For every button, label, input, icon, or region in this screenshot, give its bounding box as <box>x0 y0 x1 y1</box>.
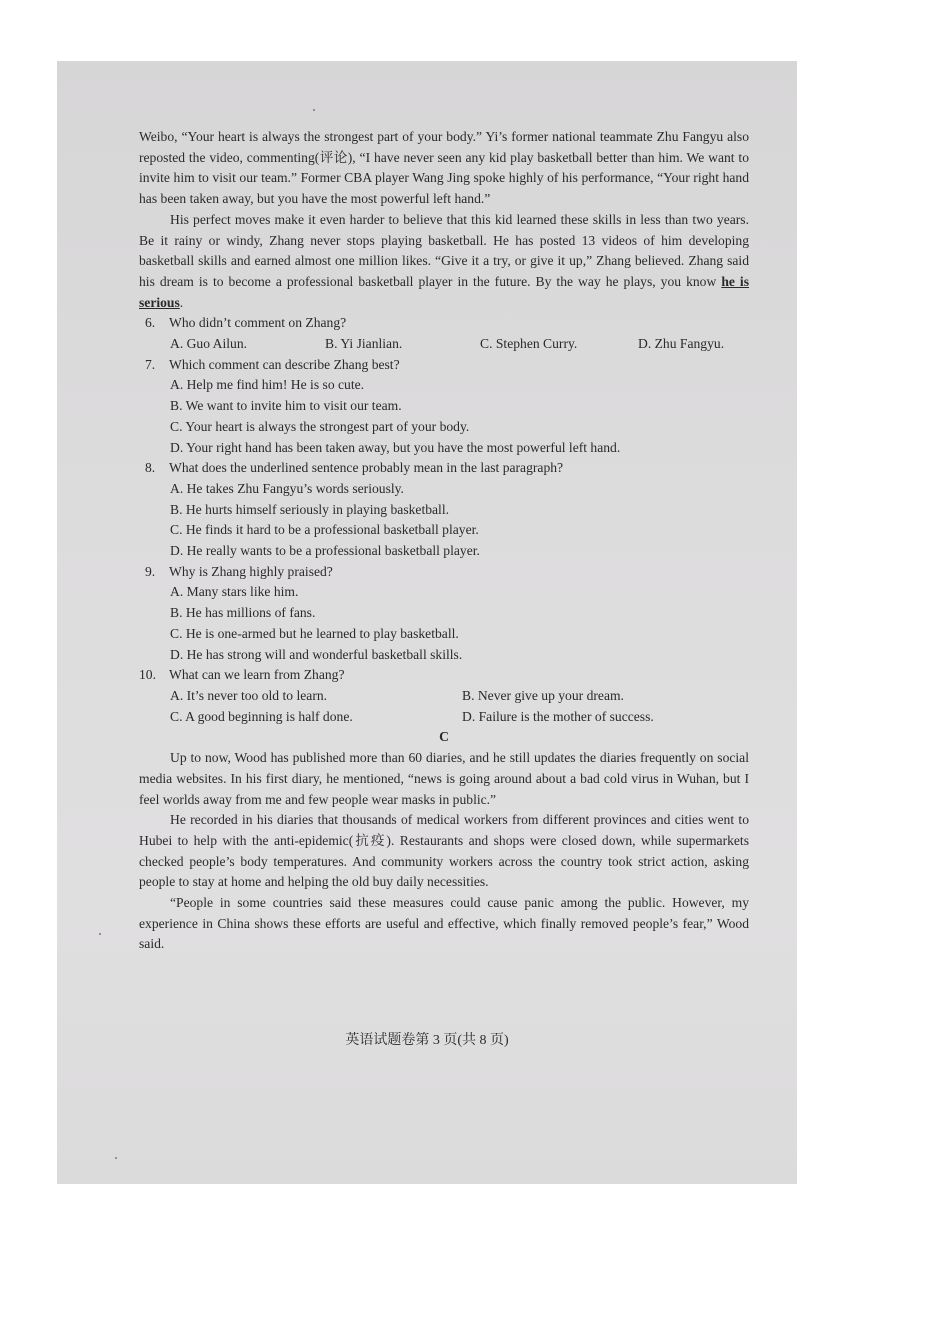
question-7 <box>139 355 749 459</box>
passage-b-paragraph-2 <box>139 210 749 314</box>
question-number: 8. <box>145 460 156 476</box>
question-number: 9. <box>145 563 156 579</box>
option-d: D. He really wants to be a professional basketball player. <box>170 543 480 559</box>
option-a: A. Guo Ailun. <box>170 336 248 352</box>
section-heading: C <box>439 729 449 745</box>
option-b: B. We want to invite him to visit our team. <box>170 398 402 414</box>
option-a: A. He takes Zhu Fangyu’s words seriously. <box>170 480 404 496</box>
question-text: Who didn’t comment on Zhang? <box>169 315 347 331</box>
option-d: D. Zhu Fangyu. <box>638 336 725 352</box>
option-b: B. Yi Jianlian. <box>325 336 403 352</box>
option-c: C. Stephen Curry. <box>480 336 578 352</box>
option-a: A. Many stars like him. <box>170 584 299 600</box>
question-9-options <box>139 582 749 665</box>
option-c: C. He is one-armed but he learned to play basketball. <box>170 625 459 641</box>
question-7-options <box>139 375 749 458</box>
passage-c-paragraph-1: Up to now, Wood has published more than 60 diaries, and he still updates the diaries frequently on social media websites. In his first diary, he mentioned, “news is going around about a bad cold virus in Wuhan, but I feel worlds away from me and few people wear masks in public.” <box>139 750 749 807</box>
question-8 <box>139 458 749 562</box>
passage-c-paragraph-2: He recorded in his diaries that thousands of medical workers from different provinces and cities went to Hubei to help with the anti-epidemic(抗疫). Restaurants and shops were closed down, while supermarkets checked people’s body temperatures. And community workers across the country took strict action, asking people to stay at home and helping the old buy daily necessities. <box>139 812 749 890</box>
dust-speck <box>99 933 101 935</box>
option-c: C. A good beginning is half done. <box>170 708 353 724</box>
dust-speck <box>115 1157 117 1159</box>
passage-b-paragraph-2-end: . <box>179 294 184 310</box>
passage-c-paragraph-3: “People in some countries said these measures could cause panic among the public. However, my experience in China shows these efforts are useful and effective, which finally removed people’s fear,” Wood said. <box>139 895 749 952</box>
option-b: B. Never give up your dream. <box>462 687 624 703</box>
question-text: What can we learn from Zhang? <box>169 667 345 683</box>
question-text: Why is Zhang highly praised? <box>169 563 333 579</box>
exam-text-body <box>139 127 749 955</box>
question-6-options <box>139 334 745 355</box>
option-b: B. He hurts himself seriously in playing basketball. <box>170 501 450 517</box>
option-c: C. Your heart is always the strongest part of your body. <box>170 418 470 434</box>
question-text: What does the underlined sentence probably mean in the last paragraph? <box>169 460 564 476</box>
scanned-page-photo <box>57 61 797 1184</box>
option-b: B. He has millions of fans. <box>170 605 316 621</box>
question-10 <box>139 665 749 727</box>
question-9 <box>139 562 749 666</box>
question-text: Which comment can describe Zhang best? <box>169 356 400 372</box>
underlined-sentence: he is serious <box>139 273 749 310</box>
question-8-options <box>139 479 749 562</box>
question-10-options <box>139 686 749 727</box>
question-number: 10. <box>139 667 156 683</box>
question-number: 6. <box>145 315 156 331</box>
passage-b-paragraph-1: Weibo, “Your heart is always the strongest part of your body.” Yi’s former national teammate Zhu Fangyu also reposted the video, commenting(评论), “I have never seen any kid play basketball better than him. We want to invite him to visit our team.” Former CBA player Wang Jing spoke highly of his performance, “Your right hand has been taken away, but you have the most powerful left hand.” <box>139 129 749 207</box>
passage-b-paragraph-2-text: His perfect moves make it even harder to believe that this kid learned these skills in less than two years. Be it rainy or windy, Zhang never stops playing basketball. He has posted 13 videos of him developing basketball skills and earned almost one million likes. “Give it a try, or give it up,” Zhang believed. Zhang said his dream is to become a professional basketball player in the future. By the way he plays, you know <box>139 211 749 289</box>
option-a: A. It’s never too old to learn. <box>170 687 328 703</box>
option-c: C. He finds it hard to be a professional basketball player. <box>170 522 479 538</box>
option-a: A. Help me find him! He is so cute. <box>170 377 365 393</box>
option-d: D. Failure is the mother of success. <box>462 708 654 724</box>
option-d: D. He has strong will and wonderful basketball skills. <box>170 646 463 662</box>
option-d: D. Your right hand has been taken away, but you have the most powerful left hand. <box>170 439 621 455</box>
dust-speck <box>313 109 315 111</box>
question-6 <box>139 313 749 354</box>
page-footer: 英语试题卷第 3 页(共 8 页) <box>345 1033 509 1048</box>
question-number: 7. <box>145 356 156 372</box>
